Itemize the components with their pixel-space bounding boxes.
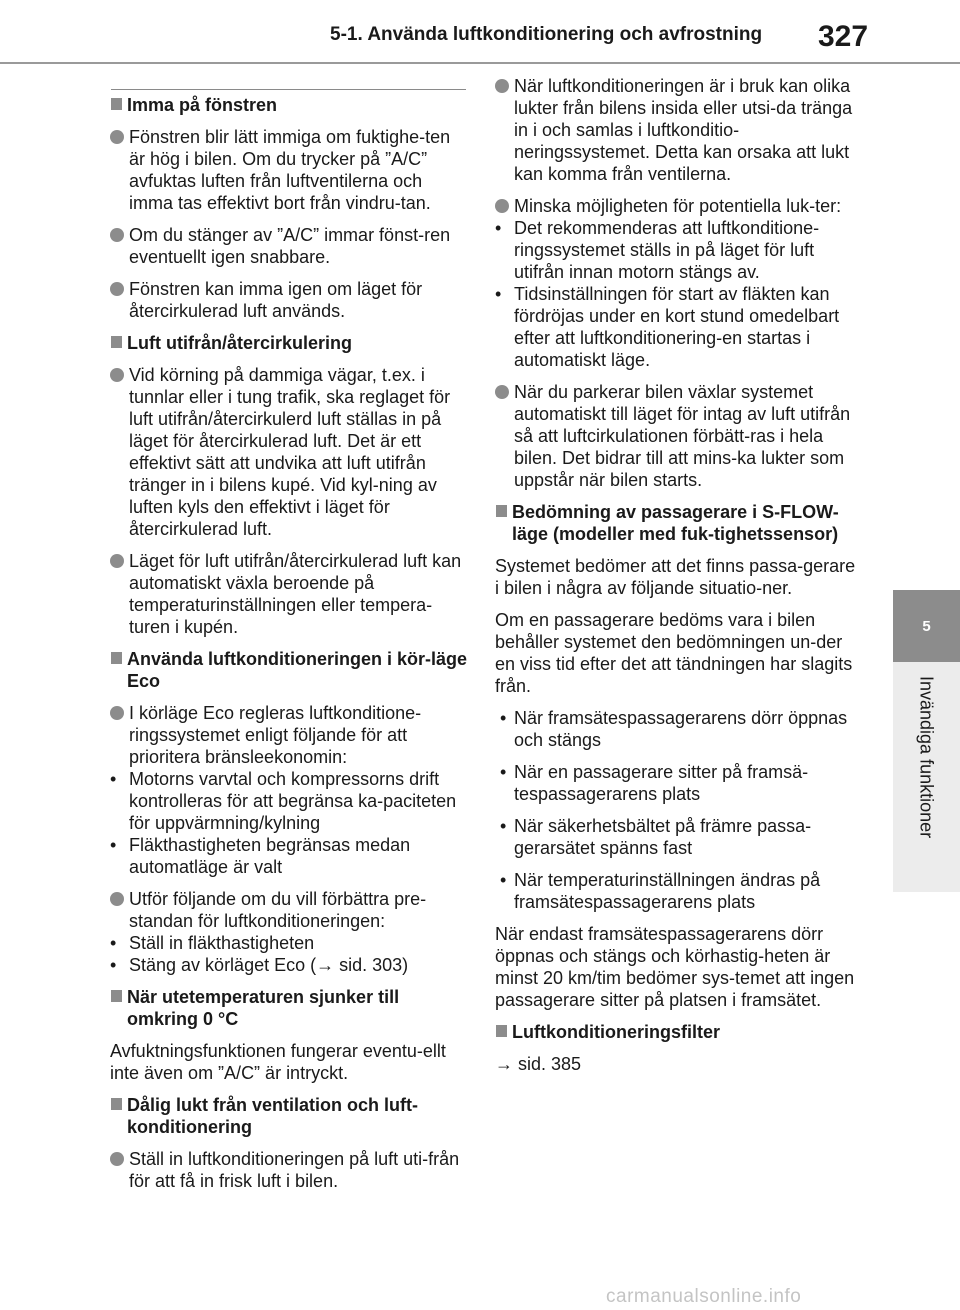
bullet-item [495,381,857,491]
list-text: När temperaturinställningen ändras på framsätespassagerarens plats [514,870,821,912]
circle-bullet-icon [110,554,124,568]
page-number: 327 [818,20,869,53]
sub-bullet-text-pre: Stäng av körläget Eco ( [129,955,317,975]
list-item [495,815,857,859]
square-bullet-icon [111,98,122,110]
bullet-text: Fönstren kan imma igen om läget för återcirkulerad luft används. [129,279,423,321]
paragraph: Avfuktningsfunktionen fungerar eventu-ellt inte även om ”A/C” är intryckt. [110,1041,446,1083]
bullet-text: Läget för luft utifrån/återcirkulerad luft kan automatiskt växla beroende på temperaturinställningen eller tempera-turen i kupén. [129,551,462,637]
heading-text: Luftkonditioneringsfilter [512,1022,720,1042]
section-heading [110,648,468,692]
bullet-item [110,278,468,322]
bullet-text: Utför följande om du vill förbättra pre-standan för luftkonditioneringen: [129,889,427,931]
circle-bullet-icon [110,282,124,296]
bullet-item [110,550,468,638]
heading-text: Dålig lukt från ventilation och luft-konditionering [127,1095,419,1137]
square-bullet-icon [111,652,122,664]
bullet-item [495,75,857,185]
list-text: När en passagerare sitter på framsä-tespassagerarens plats [514,762,809,804]
chapter-tab: 5 [893,590,960,662]
page-reference-text: sid. 385 [513,1054,582,1074]
sub-bullet-marker: • [110,769,117,789]
bullet-text: När du parkerar bilen växlar systemet automatiskt till läget för intag av luft utifrån så att luftcirkulationen förbätt-ras i hela bilen. Det bidrar till att mins-ka lukter som uppstår när bilen starts. [514,382,851,490]
heading-text: Använda luftkonditioneringen i kör-läge Eco [127,649,468,691]
sub-bullet-text: Fläkthastigheten begränsas medan automatläge är valt [129,835,411,877]
sub-bullet [110,768,468,834]
chapter-title: Invändiga funktioner [916,676,937,839]
bullet-item [495,195,857,217]
list-item [495,761,857,805]
circle-bullet-icon [495,79,509,93]
page-reference-arrow-icon: → [316,955,335,975]
sub-bullet-text: Tidsinställningen för start av fläkten kan fördröjas under en kort stund omedelbart efter att luftkonditionering-en startas i automatiskt läge. [514,284,840,370]
bullet-text: I körläge Eco regleras luftkonditione-ringssystemet enligt följande för att prioritera bränsleekonomin: [129,703,422,767]
bullet-text: Om du stänger av ”A/C” immar fönst-ren eventuellt igen snabbare. [129,225,451,267]
paragraph: När endast framsätespassagerarens dörr öppnas och stängs och körhastig-heten är minst 20 km/tim bedömer sys-temet att ingen passagerare sitter på platsen i framsätet. [495,924,855,1010]
section-heading [495,501,857,545]
section-heading [110,332,468,354]
section-heading [110,1094,468,1138]
heading-text: Bedömning av passagerare i S-FLOW-läge (modeller med fuk-tighetssensor) [512,502,839,544]
list-text: När säkerhetsbältet på främre passa-gerarsätet spänns fast [514,816,812,858]
bullet-item [110,126,468,214]
circle-bullet-icon [110,130,124,144]
square-bullet-icon [111,336,122,348]
circle-bullet-icon [110,228,124,242]
sub-bullet-marker: • [110,933,117,953]
bullet-item [110,702,468,768]
list-item [495,869,857,913]
circle-bullet-icon [495,199,509,213]
watermark: carmanualsonline.info [606,1286,802,1307]
list-text: När framsätespassagerarens dörr öppnas och stängs [514,708,848,750]
header-rule [0,62,960,64]
heading-text: Luft utifrån/återcirkulering [127,333,353,353]
sub-bullet-text: Ställ in fläkthastigheten [129,933,315,953]
sub-bullet-marker: • [495,284,502,304]
circle-bullet-icon [495,385,509,399]
section-heading [495,1021,857,1043]
square-bullet-icon [111,1098,122,1110]
circle-bullet-icon [110,706,124,720]
sub-bullet [110,954,468,976]
square-bullet-icon [496,1025,507,1037]
sub-bullet-marker: • [110,955,117,975]
list-item [495,707,857,751]
sub-bullet-text-post: sid. 303) [334,955,409,975]
heading-text: När utetemperaturen sjunker till omkring 0 °C [127,987,400,1029]
column-rule [111,89,466,90]
heading-text: Imma på fönstren [127,95,278,115]
list-marker: • [500,816,507,836]
sub-bullet [495,217,857,283]
square-bullet-icon [111,990,122,1002]
list-marker: • [500,870,507,890]
header-section-title: 5-1. Använda luftkonditionering och avfrostning [330,24,763,45]
bullet-item [110,224,468,268]
square-bullet-icon [496,505,507,517]
circle-bullet-icon [110,368,124,382]
circle-bullet-icon [110,892,124,906]
sub-bullet [110,932,468,954]
sub-bullet-text: Motorns varvtal och kompressorns drift kontrolleras för att begränsa ka-paciteten för uppvärmning/kylning [129,769,457,833]
paragraph: Om en passagerare bedöms vara i bilen behåller systemet den bedömningen un-der en viss tid efter det att tändningen har slagits från. [495,610,853,696]
bullet-text: Fönstren blir lätt immiga om fuktighe-ten är hög i bilen. Om du trycker på ”A/C” avfuktas luften från luftventilerna och imma tas effektivt bort från vindru-tan. [129,127,451,213]
bullet-text: När luftkonditioneringen är i bruk kan olika lukter från bilens insida eller utsi-da tränga in i och samlas i luftkonditio-neringssystemet. Detta kan orsaka att lukt kan komma från ventilerna. [514,76,853,184]
sub-bullet-text: Det rekommenderas att luftkonditione-ringssystemet ställs in på läget för luft utifrån innan motorn stängs av. [514,218,820,282]
list-marker: • [500,762,507,782]
circle-bullet-icon [110,1152,124,1166]
bullet-item [110,1148,468,1192]
list-marker: • [500,708,507,728]
bullet-item [110,364,468,540]
bullet-item [110,888,468,932]
paragraph: Systemet bedömer att det finns passa-gerare i bilen i några av följande situatio-ner. [495,556,856,598]
bullet-text: Minska möjligheten för potentiella luk-ter: [514,196,842,216]
sub-bullet [110,834,468,878]
bullet-text: Ställ in luftkonditioneringen på luft uti-från för att få in frisk luft i bilen. [129,1149,460,1191]
page-reference-arrow-icon: → [495,1054,513,1074]
sub-bullet [495,283,857,371]
section-heading [110,986,468,1030]
sub-bullet-marker: • [110,835,117,855]
left-column [110,94,468,1202]
section-heading [110,94,468,116]
right-column [495,75,857,1085]
bullet-text: Vid körning på dammiga vägar, t.ex. i tunnlar eller i tung trafik, ska reglaget för luft utifrån/återcirkulerd luft ställas in på läget för återcirkulerad luft. Det är ett effektivt sätt att undvika att luft utifrån tränger in i bilens kupé. Vid kyl-ning av luften kyls den effektivt i läget för återcirkulerad luft. [129,365,451,539]
page-reference [495,1053,857,1075]
sub-bullet-marker: • [495,218,502,238]
